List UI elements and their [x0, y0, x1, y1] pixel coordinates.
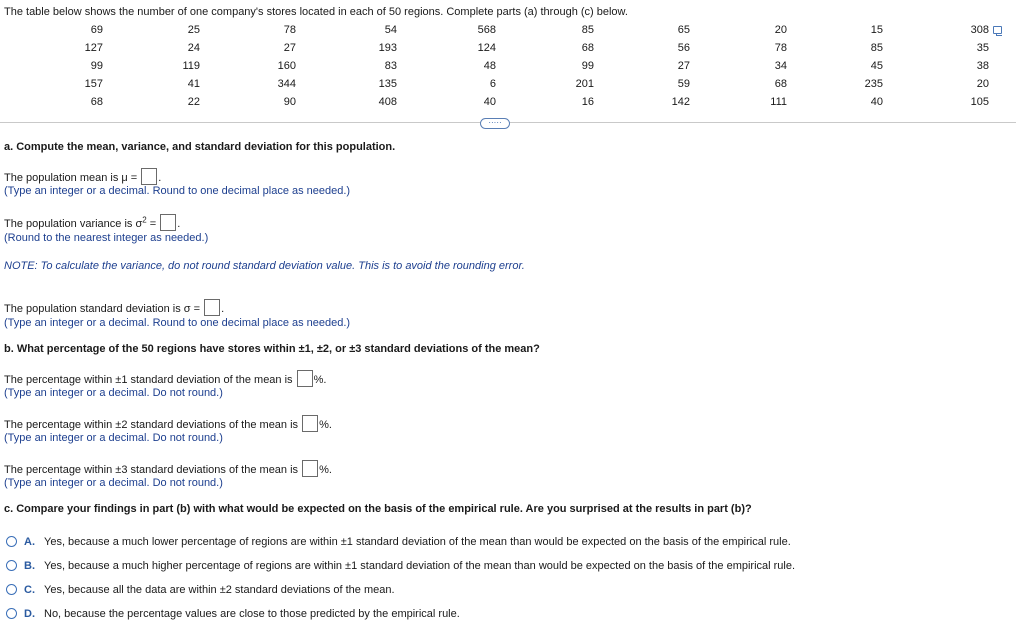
mean-period: .: [158, 172, 162, 184]
table-cell: 68: [90, 96, 103, 108]
pct3-suffix: %.: [319, 464, 332, 476]
table-cell: 78: [283, 24, 296, 36]
pct2-label: The percentage within ±2 standard deviations of the mean is: [4, 419, 299, 431]
table-cell: 20: [976, 78, 989, 90]
option-letter: A.: [24, 536, 35, 548]
table-cell: 59: [677, 78, 690, 90]
table-cell: 78: [774, 42, 787, 54]
table-cell: 48: [483, 60, 496, 72]
option-b[interactable]: [6, 560, 795, 572]
variance-answer-box[interactable]: [160, 214, 176, 231]
variance-line: [4, 214, 180, 231]
pct1-suffix: %.: [313, 374, 327, 386]
table-cell: 83: [384, 60, 397, 72]
radio-icon[interactable]: [6, 536, 17, 547]
table-cell: 119: [182, 60, 200, 72]
mean-label: The population mean is μ =: [4, 172, 138, 184]
mean-answer-box[interactable]: [141, 168, 157, 185]
option-text: Yes, because a much lower percentage of regions are within ±1 standard deviation of the mean than would be expected on the basis of the empirical rule.: [44, 536, 791, 548]
table-row: [0, 21, 989, 39]
pct2-answer-box[interactable]: [302, 415, 318, 432]
sd-period: .: [221, 303, 225, 315]
table-row: [0, 57, 989, 75]
mean-line: [4, 168, 161, 185]
radio-icon[interactable]: [6, 608, 17, 619]
variance-hint: (Round to the nearest integer as needed.): [4, 232, 209, 244]
table-cell: 68: [774, 78, 787, 90]
option-a[interactable]: [6, 536, 791, 548]
table-cell: 27: [677, 60, 690, 72]
table-cell: 40: [483, 96, 496, 108]
copy-icon[interactable]: [993, 26, 1002, 34]
table-cell: 35: [976, 42, 989, 54]
table-cell: 45: [870, 60, 883, 72]
pct1-label: The percentage within ±1 standard deviation of the mean is: [4, 374, 293, 386]
sd-label: The population standard deviation is σ =: [4, 303, 201, 315]
pct3-line: [4, 460, 332, 477]
table-cell: 85: [581, 24, 594, 36]
sd-hint: (Type an integer or a decimal. Round to one decimal place as needed.): [4, 317, 351, 329]
pct3-label: The percentage within ±3 standard deviations of the mean is: [4, 464, 299, 476]
variance-label: The population variance is σ: [4, 218, 143, 230]
table-cell: 201: [575, 78, 594, 90]
radio-icon[interactable]: [6, 584, 17, 595]
table-cell: 99: [581, 60, 594, 72]
variance-superscript: 2: [142, 215, 147, 225]
part-b-heading: b. What percentage of the 50 regions have stores within ±1, ±2, or ±3 standard deviations of the mean?: [4, 343, 540, 355]
table-cell: 111: [770, 96, 787, 108]
variance-note: NOTE: To calculate the variance, do not round standard deviation value. This is to avoid the rounding error.: [4, 260, 525, 272]
pct3-hint: (Type an integer or a decimal. Do not round.): [4, 477, 223, 489]
expand-ellipsis-button[interactable]: ·····: [480, 118, 510, 129]
table-cell: 54: [384, 24, 397, 36]
table-cell: 34: [774, 60, 787, 72]
sd-line: [4, 299, 224, 316]
option-letter: C.: [24, 584, 35, 596]
table-cell: 25: [187, 24, 200, 36]
table-cell: 193: [378, 42, 397, 54]
option-text: Yes, because all the data are within ±2 standard deviations of the mean.: [44, 584, 395, 596]
part-c-heading: c. Compare your findings in part (b) with what would be expected on the basis of the empirical rule. Are you surprised at the results in part (b)?: [4, 503, 752, 515]
table-cell: 142: [671, 96, 690, 108]
table-cell: 157: [84, 78, 103, 90]
table-cell: 308: [970, 24, 989, 36]
table-cell: 344: [277, 78, 296, 90]
pct1-answer-box[interactable]: [297, 370, 313, 387]
table-row: [0, 75, 989, 93]
table-cell: 124: [477, 42, 496, 54]
pct2-line: [4, 415, 332, 432]
table-cell: 40: [870, 96, 883, 108]
option-text: Yes, because a much higher percentage of regions are within ±1 standard deviation of the mean than would be expected on the basis of the empirical rule.: [44, 560, 796, 572]
table-row: [0, 39, 989, 57]
variance-period: .: [177, 218, 181, 230]
table-cell: 65: [677, 24, 690, 36]
table-cell: 22: [187, 96, 200, 108]
table-cell: 41: [187, 78, 200, 90]
table-cell: 68: [581, 42, 594, 54]
pct2-suffix: %.: [319, 419, 332, 431]
pct1-hint: (Type an integer or a decimal. Do not round.): [4, 387, 223, 399]
stores-data-table: [0, 21, 989, 111]
table-cell: 15: [870, 24, 883, 36]
pct2-hint: (Type an integer or a decimal. Do not round.): [4, 432, 223, 444]
table-cell: 6: [489, 78, 496, 90]
table-cell: 127: [84, 42, 103, 54]
table-cell: 38: [976, 60, 989, 72]
pct1-line: [4, 370, 326, 387]
radio-icon[interactable]: [6, 560, 17, 571]
part-a-heading: a. Compute the mean, variance, and standard deviation for this population.: [4, 141, 396, 153]
option-letter: D.: [24, 608, 35, 620]
table-cell: 235: [864, 78, 883, 90]
option-letter: B.: [24, 560, 35, 572]
table-cell: 27: [283, 42, 296, 54]
variance-equals: =: [146, 218, 157, 230]
table-cell: 90: [283, 96, 296, 108]
option-d[interactable]: [6, 608, 460, 620]
table-cell: 135: [378, 78, 397, 90]
table-cell: 20: [774, 24, 787, 36]
sd-answer-box[interactable]: [204, 299, 220, 316]
table-cell: 408: [378, 96, 397, 108]
table-cell: 16: [581, 96, 594, 108]
mean-hint: (Type an integer or a decimal. Round to one decimal place as needed.): [4, 185, 351, 197]
table-cell: 99: [90, 60, 103, 72]
table-cell: 105: [970, 96, 989, 108]
option-c[interactable]: [6, 584, 395, 596]
table-cell: 160: [277, 60, 296, 72]
table-cell: 56: [677, 42, 690, 54]
table-cell: 69: [90, 24, 103, 36]
table-cell: 568: [477, 24, 496, 36]
option-text: No, because the percentage values are close to those predicted by the empirical rule.: [44, 608, 460, 620]
problem-intro: The table below shows the number of one company's stores located in each of 50 regions. Complete parts (a) through (c) below.: [4, 6, 628, 18]
table-cell: 24: [187, 42, 200, 54]
table-cell: 85: [870, 42, 883, 54]
pct3-answer-box[interactable]: [302, 460, 318, 477]
table-row: [0, 93, 989, 111]
